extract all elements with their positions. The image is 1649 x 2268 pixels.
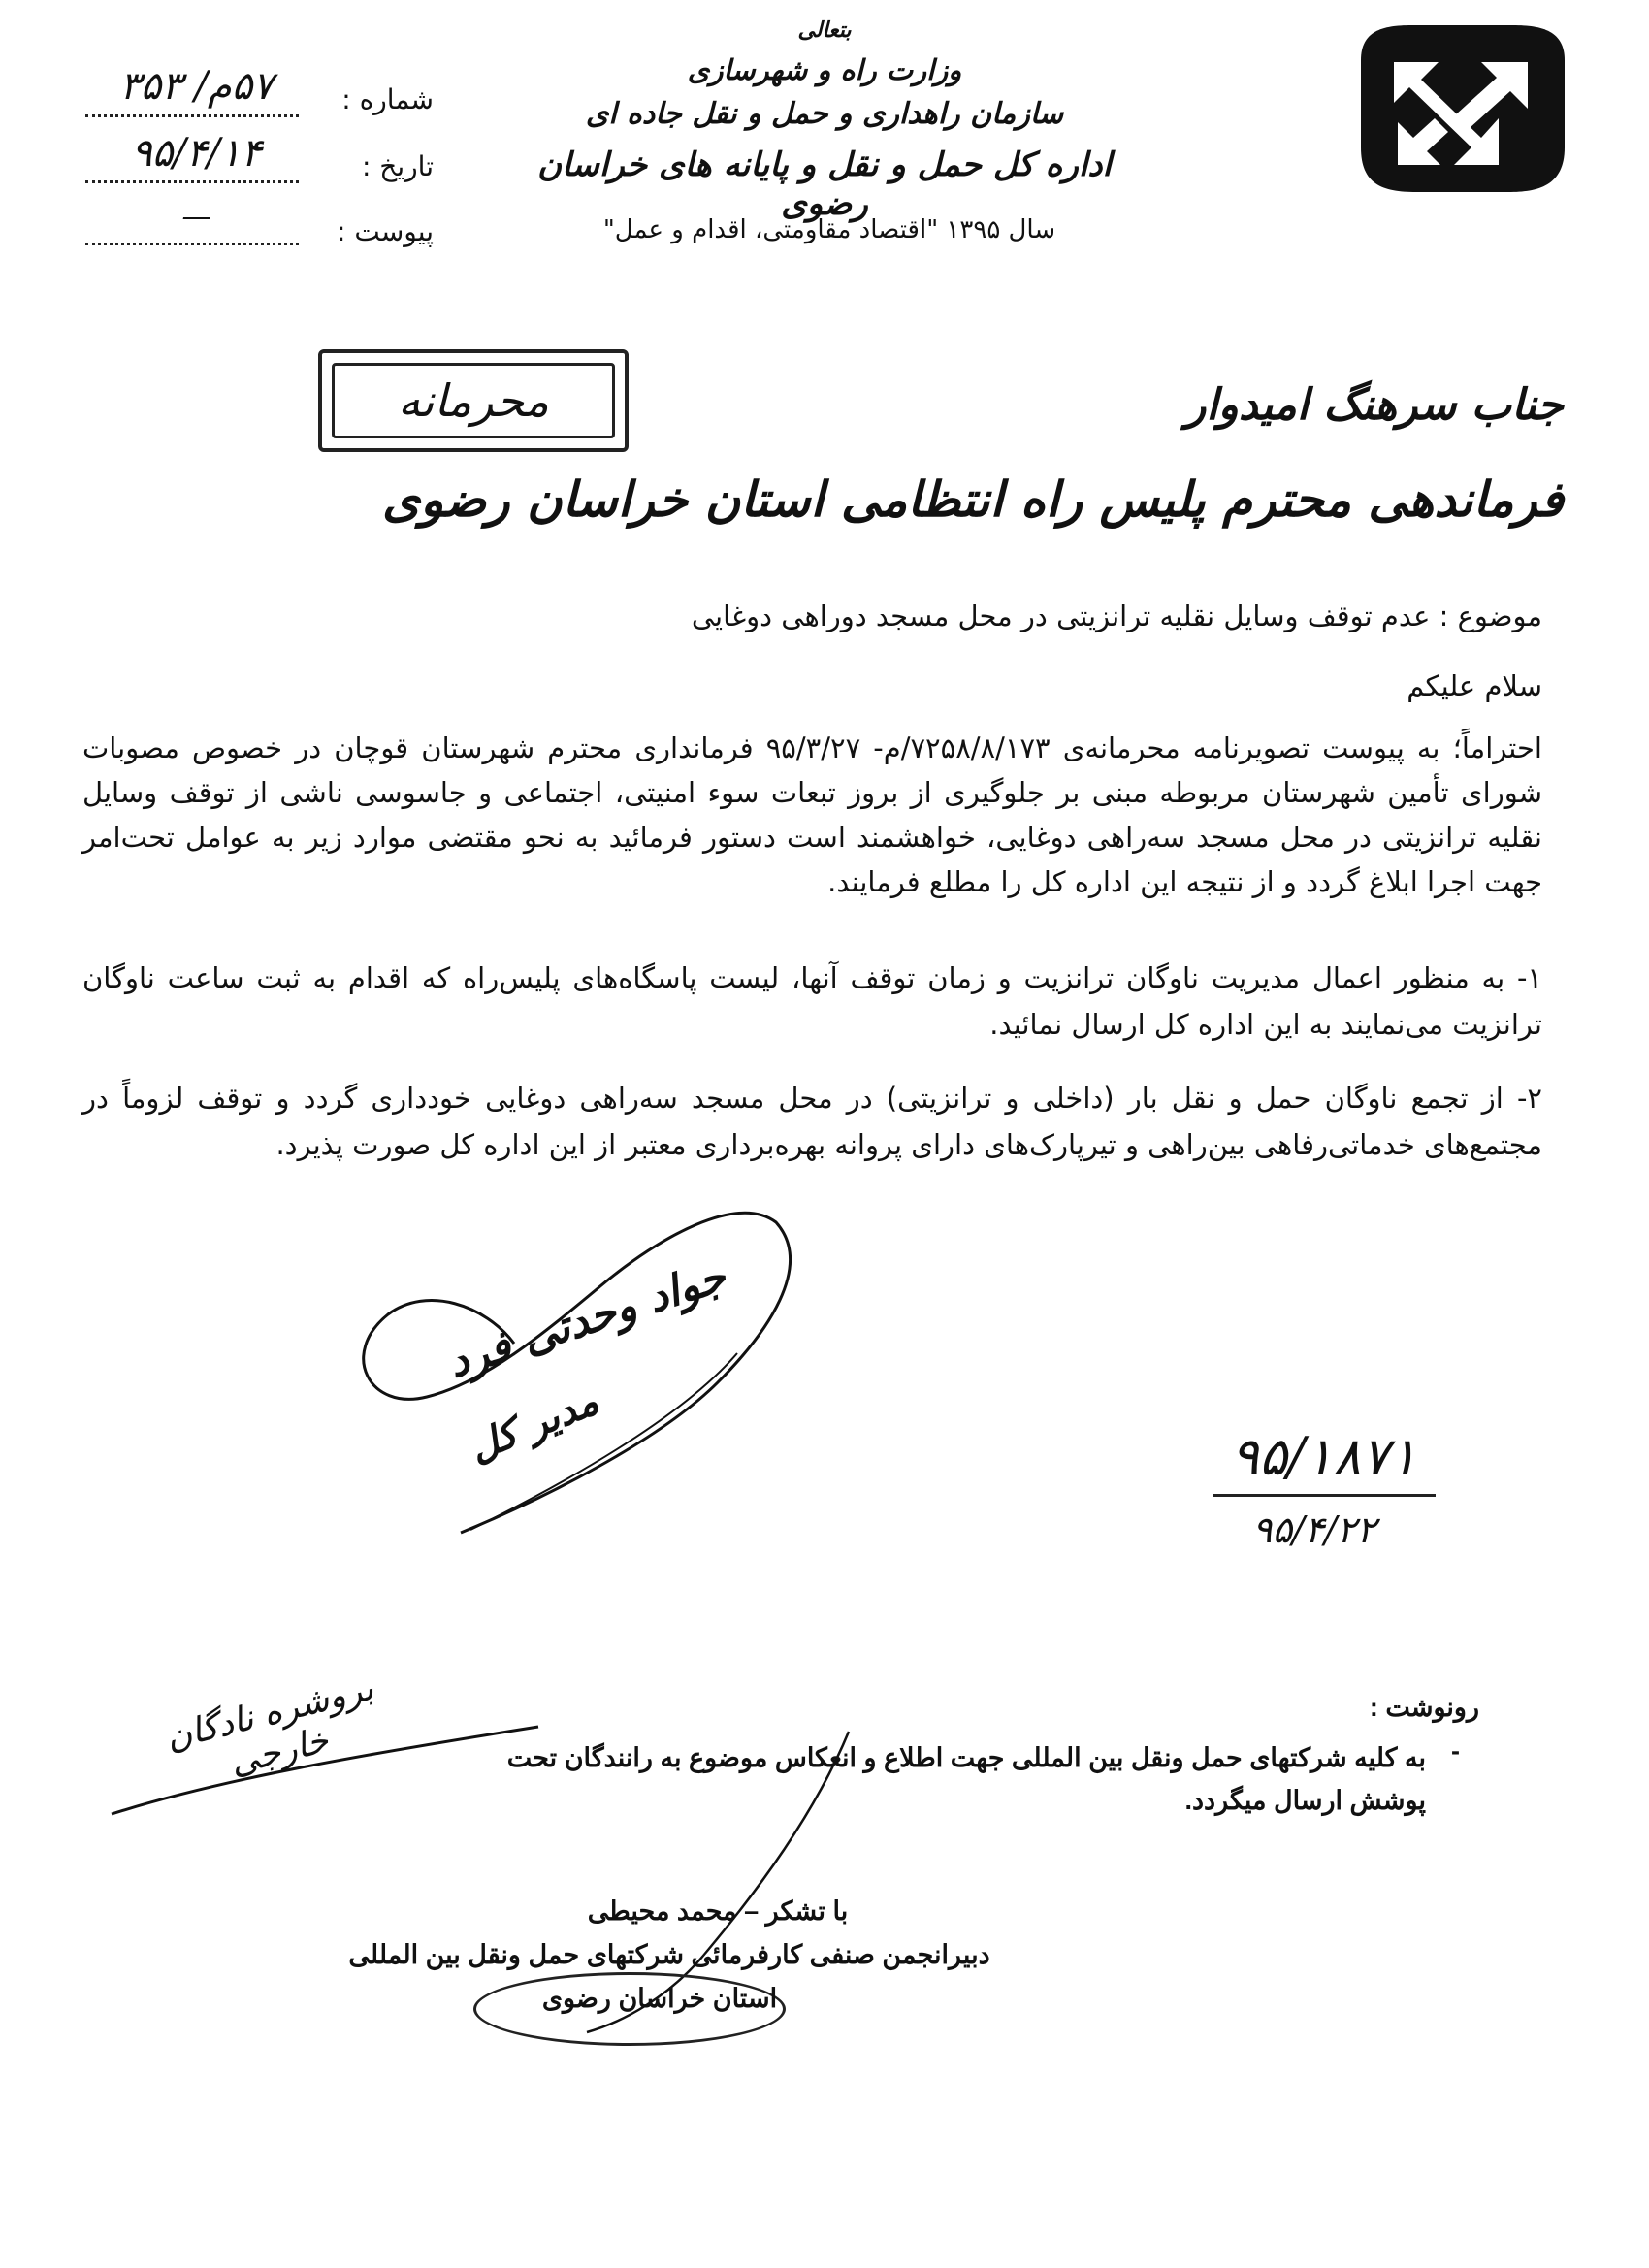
handwritten-signature-icon bbox=[310, 1198, 854, 1557]
attachment-dotted-line bbox=[85, 243, 299, 245]
letter-date: ۹۵/۴/۱۴ bbox=[131, 131, 262, 176]
ministry-heading: وزارت راه و شهرسازی bbox=[687, 53, 962, 86]
signatory-name: جواد وحدتی فرد bbox=[441, 1251, 732, 1388]
attachment-value: — bbox=[181, 200, 211, 234]
secretary-province: استان خراسان رضوی bbox=[541, 1984, 778, 2013]
letter-subject: موضوع : عدم توقف وسایل نقلیه ترانزیتی در محل مسجد دوراهی دوغایی bbox=[691, 599, 1542, 632]
number-label: شماره : bbox=[341, 83, 434, 115]
date-dotted-line bbox=[85, 180, 299, 183]
organization-heading: سازمان راهداری و حمل و نقل جاده ای bbox=[585, 97, 1064, 131]
confidential-stamp bbox=[318, 349, 629, 452]
signatory-title: مدیر کل bbox=[462, 1377, 605, 1472]
letter-number: ۵۷م/ ۳۵۳ bbox=[119, 64, 274, 109]
office-heading: اداره کل حمل و نقل و پایانه های خراسان رضوی bbox=[537, 146, 1112, 223]
registration-date: ۹۵/۴/۲۲ bbox=[1252, 1508, 1376, 1551]
basmala-heading: بتعالی bbox=[797, 17, 852, 43]
handwritten-cc-note: بروشره نادگان خارجی bbox=[161, 1668, 378, 1784]
addressee-position: فرماندهی محترم پلیس راه انتظامی استان خراسان رضوی bbox=[381, 470, 1564, 528]
attachment-label: پیوست : bbox=[337, 215, 434, 247]
number-dotted-line bbox=[85, 114, 299, 117]
confidential-stamp-text: محرمانه bbox=[332, 363, 615, 438]
organization-logo-icon bbox=[1353, 21, 1571, 196]
year-motto: سال ۱۳۹۵ "اقتصاد مقاومتی، اقدام و عمل" bbox=[602, 215, 1056, 244]
body-item-1: ۱- به منظور اعمال مدیریت ناوگان ترانزیت و زمان توقف آنها، لیست پاسگاه‌های پلیس‌راه که اقدام به ثبت ساعت ناوگان ترانزیت می‌نمایند به این اداره کل ارسال نمائید. bbox=[82, 961, 1542, 1041]
registration-divider bbox=[1212, 1494, 1436, 1497]
secretary-title: دبیرانجمن صنفی کارفرمائی شرکتهای حمل ونقل بین المللی bbox=[348, 1940, 990, 1969]
body-item-2: ۲- از تجمع ناوگان حمل و نقل بار (داخلی و ترانزیتی) در محل مسجد سه‌راهی دوغایی خودداری گردد و توقف لزوماً در مجتمع‌های خدماتی‌رفاهی بین‌راهی و تیرپارک‌های دارای پروانه بهره‌برداری معتبر از این اداره کل صورت پذیرد. bbox=[82, 1082, 1542, 1161]
cc-label: رونوشت : bbox=[1369, 1693, 1479, 1722]
thanks-line: با تشکر – محمد محیطی bbox=[587, 1896, 849, 1926]
cc-bullet: - bbox=[1451, 1736, 1460, 1766]
date-label: تاریخ : bbox=[361, 150, 434, 182]
greeting: سلام علیکم bbox=[1406, 669, 1542, 702]
cc-text: به کلیه شرکتهای حمل ونقل بین المللی جهت اطلاع و انعکاس موضوع به رانندگان تحت پوشش ارسال میگردد. bbox=[506, 1743, 1426, 1815]
body-paragraph: احتراماً؛ به پیوست تصویرنامه محرمانه‌ی ۷۲۵۸/۸/۱۷۳/م- ۹۵/۳/۲۷ فرمانداری محترم شهرستان قوچان در خصوص مصوبات شورای تأمین شهرستان مربوطه مبنی بر جلوگیری از بروز تبعات سوء امنیتی، اجتماعی و جاسوسی ناشی از توقف وسایل نقلیه ترانزیتی در محل مسجد سه‌راهی دوغایی، خواهشمند است دستور فرمائید به نحو مقتضی موارد زیر به عوامل تحت‌امر جهت اجرا ابلاغ گردد و از نتیجه این اداره کل را مطلع فرمایند. bbox=[82, 731, 1542, 898]
addressee-name: جناب سرهنگ امیدوار bbox=[1185, 380, 1564, 430]
registration-number: ۹۵/۱۸۷۱ bbox=[1230, 1426, 1418, 1487]
